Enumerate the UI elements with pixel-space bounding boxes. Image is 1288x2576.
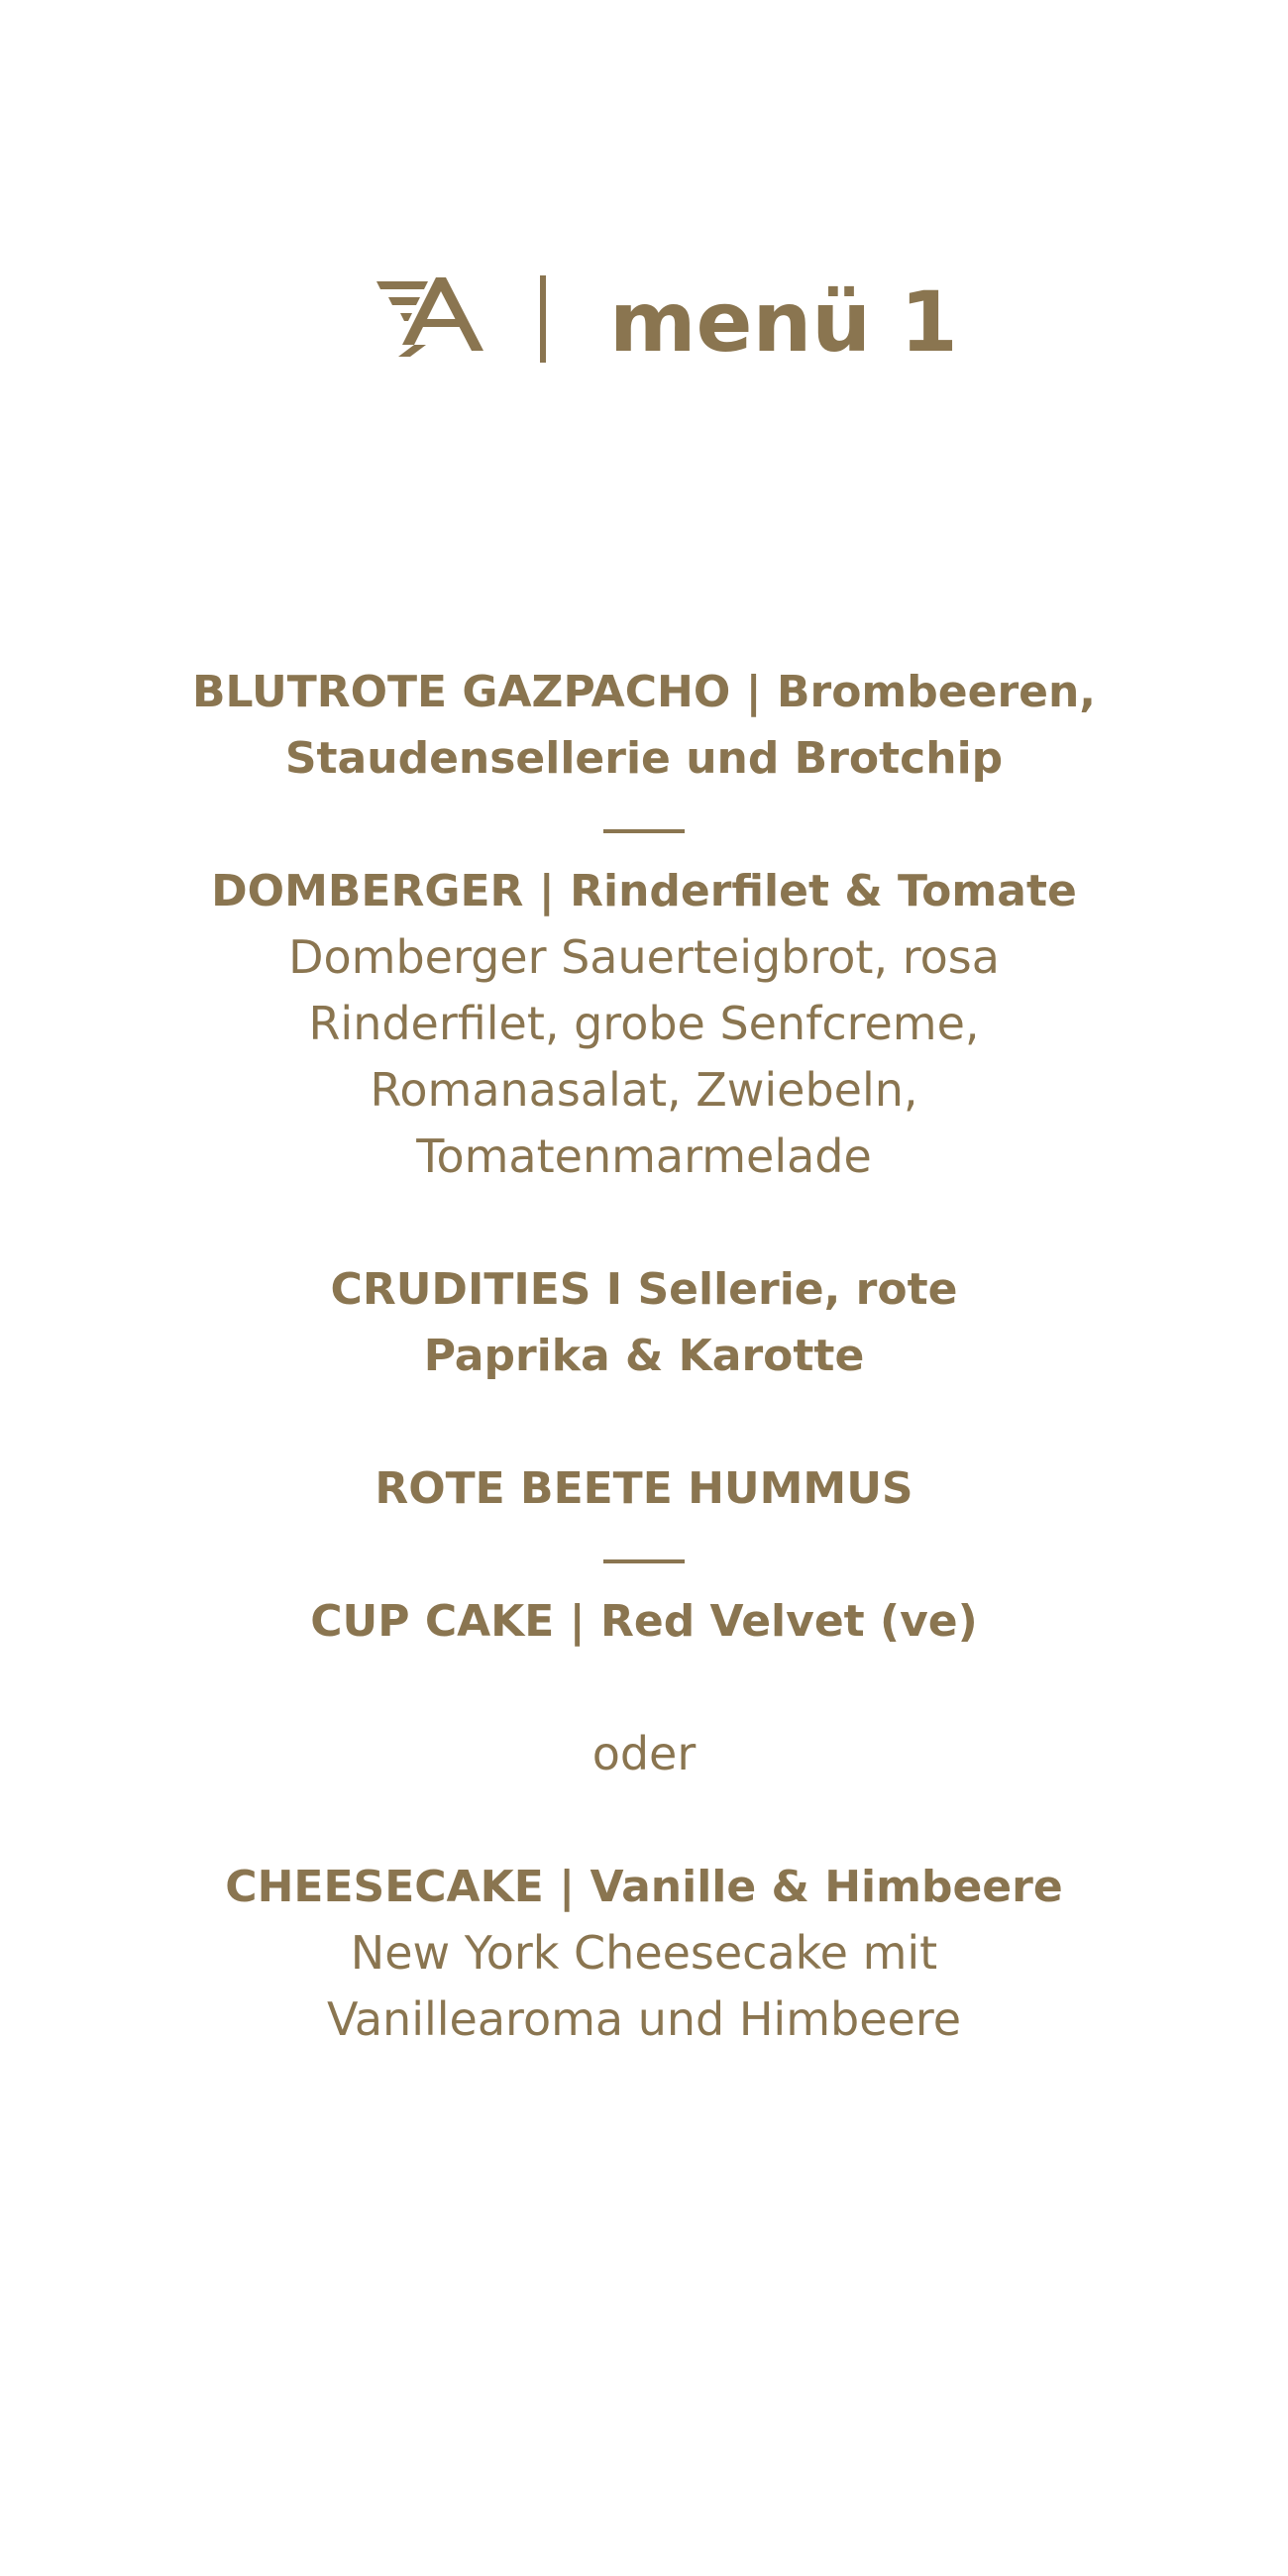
spacer (99, 1655, 1189, 1721)
dessert-2-description-line-2: Vanillearoma und Himbeere (326, 1992, 962, 2046)
main-dish-3-title: ROTE BEETE HUMMUS (375, 1463, 913, 1514)
dessert-section (99, 1588, 1189, 2053)
section-divider-1 (603, 829, 685, 833)
dessert-separator-text: oder (591, 1727, 697, 1780)
starter-title-line-2: Staudensellerie und Brotchip (284, 733, 1004, 784)
dessert-2-description-line-1: New York Cheesecake mit (350, 1926, 938, 1980)
dessert-1-title: CUP CAKE | Red Velvet (ve) (310, 1596, 978, 1647)
menu-header (0, 268, 1288, 376)
menu-content (99, 659, 1189, 2053)
menu-title: menü 1 (609, 273, 958, 371)
main-dish-1-description-line-3: Romanasalat, Zwiebeln, (370, 1063, 918, 1117)
main-dish-1-description-line-4: Tomatenmarmelade (416, 1129, 872, 1183)
main-dish-1-description-line-1: Domberger Sauerteigbrot, rosa (288, 930, 1000, 984)
main-dish-1-title: DOMBERGER | Rinderfilet & Tomate (211, 866, 1077, 916)
dessert-2-title: CHEESECAKE | Vanille & Himbeere (225, 1862, 1063, 1912)
starter-title-line-1: BLUTROTE GAZPACHO | Brombeeren, (191, 667, 1097, 717)
main-dish-2-title-line-1: CRUDITIES I Sellerie, rote (330, 1264, 958, 1315)
starter-section (99, 659, 1189, 792)
spacer (99, 1787, 1189, 1854)
angular-a-logo-icon (375, 275, 485, 359)
header-divider (540, 275, 546, 363)
spacer (99, 1389, 1189, 1455)
main-section (99, 858, 1189, 1522)
spacer (99, 1190, 1189, 1256)
main-dish-1-description-line-2: Rinderfilet, grobe Senfcreme, (308, 997, 980, 1050)
main-dish-2-title-line-2: Paprika & Karotte (423, 1331, 865, 1381)
section-divider-2 (603, 1559, 685, 1563)
